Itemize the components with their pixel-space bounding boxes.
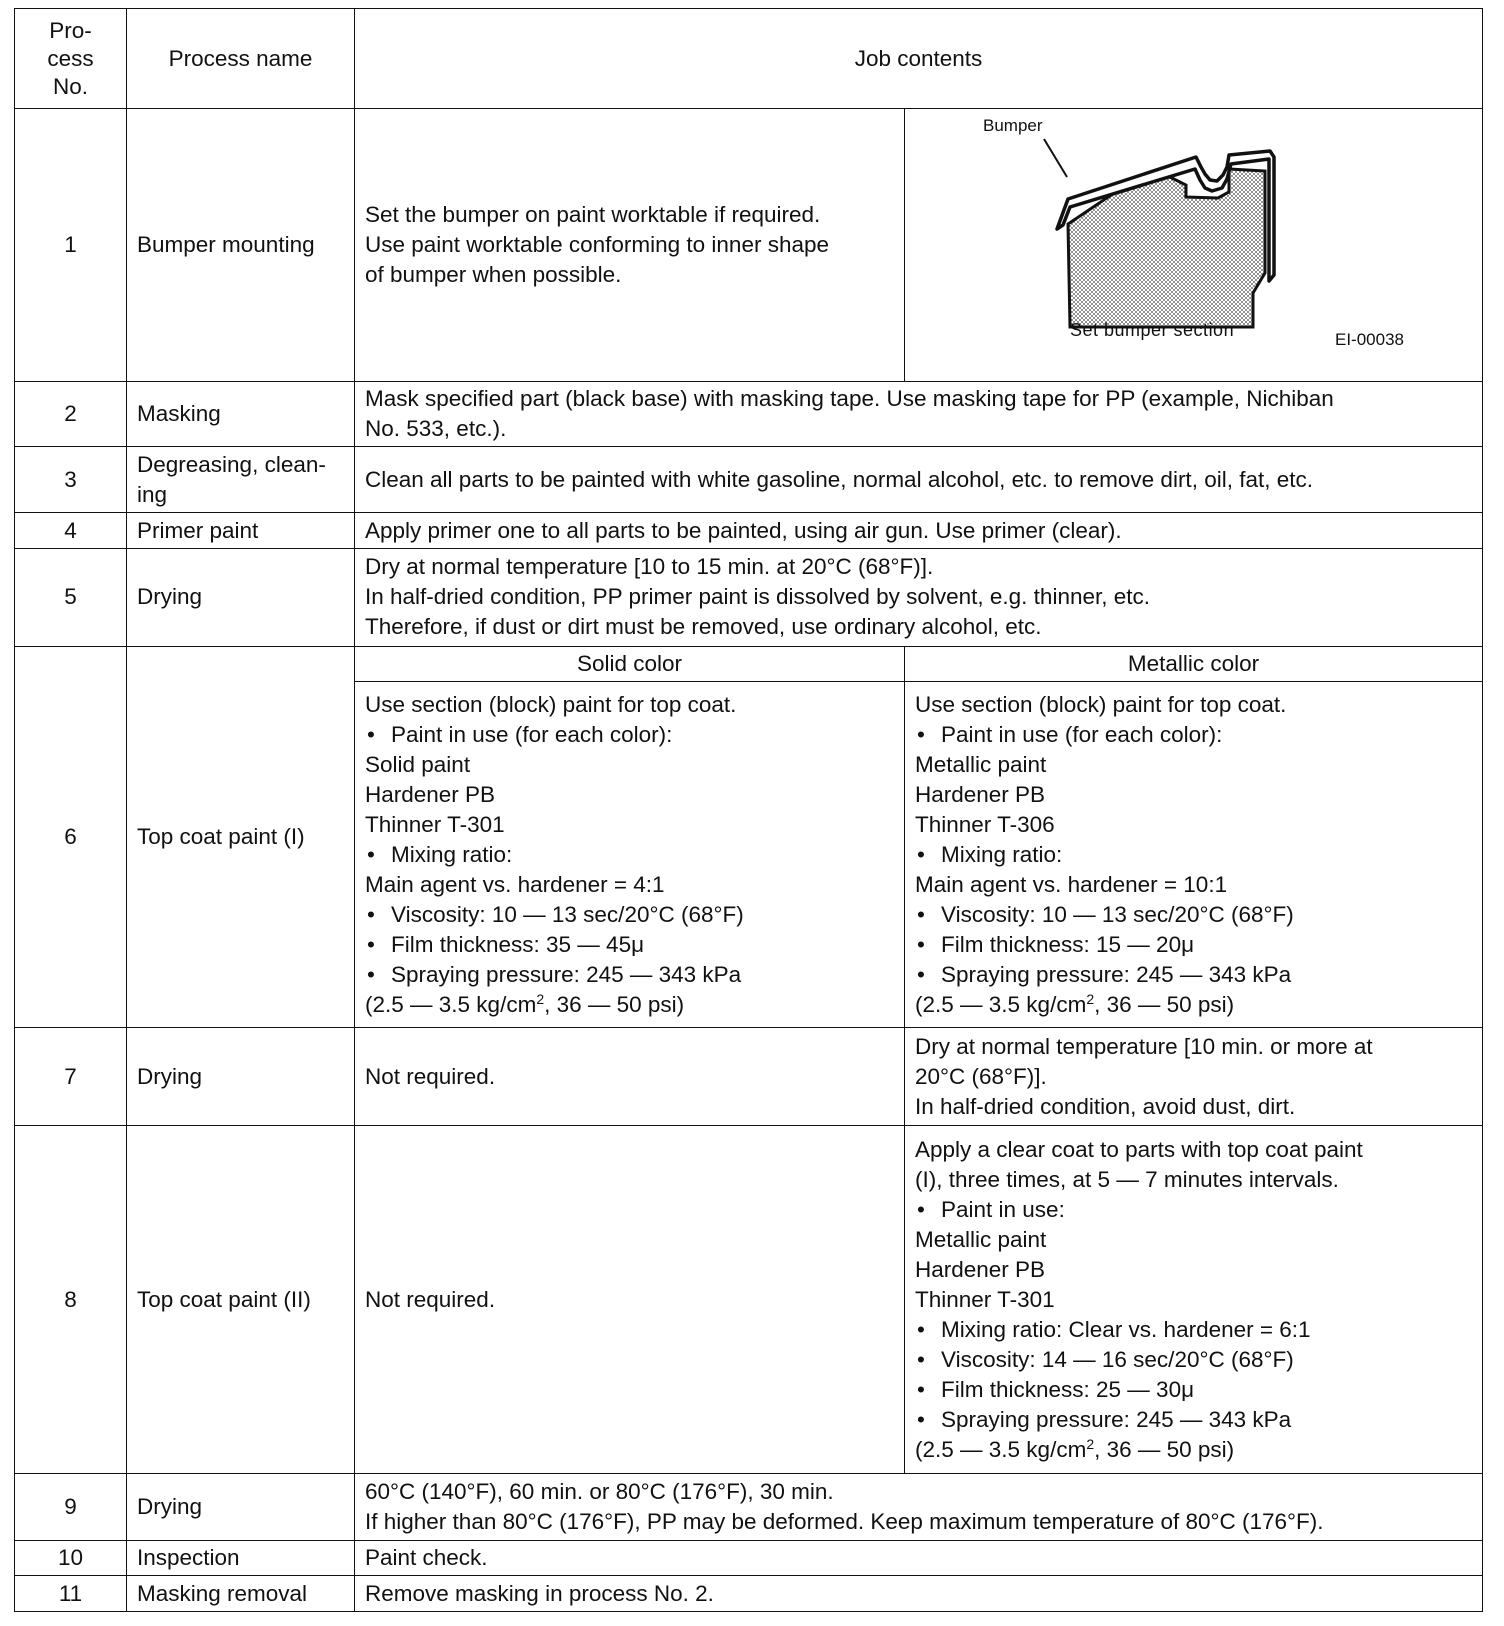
table-row bbox=[15, 1576, 1483, 1612]
process-name: Inspection bbox=[127, 1541, 355, 1576]
set-bumper-section-label: Set bumper section bbox=[1070, 320, 1235, 341]
process-table bbox=[14, 8, 1483, 1612]
table-row bbox=[15, 1126, 1483, 1474]
solid-color-header: Solid color bbox=[355, 646, 905, 681]
bumper-figure-cell bbox=[905, 109, 1483, 382]
table-row bbox=[15, 109, 1483, 382]
process-name: Drying bbox=[127, 1474, 355, 1541]
figure-id: EI-00038 bbox=[1335, 330, 1404, 350]
header-process-no: Pro- cess No. bbox=[15, 9, 127, 109]
process-number: 6 bbox=[15, 646, 127, 1027]
process-number: 9 bbox=[15, 1474, 127, 1541]
process-number: 10 bbox=[15, 1541, 127, 1576]
job-contents: Mask specified part (black base) with masking tape. Use masking tape for PP (example, Nichiban No. 533, etc.). bbox=[355, 382, 1483, 447]
table-row bbox=[15, 446, 1483, 513]
process-name: Drying bbox=[127, 548, 355, 646]
metallic-color-contents: Use section (block) paint for top coat. • Paint in use (for each color): Metallic paint Hardener PB Thinner T-306 • Mixing ratio: Main agent vs. hardener = 10:1 • Viscosity: 10 — 13 sec/20°C (68°F) • Film thickness: 15 — 20μ • Spraying pressure: 245 — 343 kPa (2.5 — 3.5 $kg/cm^2$, 36 — 50 psi) bbox=[905, 682, 1483, 1028]
process-name: Drying bbox=[127, 1028, 355, 1126]
process-name: Masking removal bbox=[127, 1576, 355, 1612]
process-number: 7 bbox=[15, 1028, 127, 1126]
table-row bbox=[15, 1541, 1483, 1576]
bumper-label: Bumper bbox=[983, 116, 1043, 136]
process-name: Masking bbox=[127, 382, 355, 447]
job-contents: Clean all parts to be painted with white gasoline, normal alcohol, etc. to remove dirt, oil, fat, etc. bbox=[355, 446, 1483, 513]
metallic-color-contents: Dry at normal temperature [10 min. or more at 20°C (68°F)]. In half-dried condition, avoid dust, dirt. bbox=[905, 1028, 1483, 1126]
table-row bbox=[15, 513, 1483, 548]
process-number: 11 bbox=[15, 1576, 127, 1612]
job-contents: Dry at normal temperature [10 to 15 min. at 20°C (68°F)]. In half-dried condition, PP primer paint is dissolved by solvent, e.g. thinner, etc. Therefore, if dust or dirt must be removed, use ordinary alcohol, etc. bbox=[355, 548, 1483, 646]
job-contents: Remove masking in process No. 2. bbox=[355, 1576, 1483, 1612]
header-process-name: Process name bbox=[127, 9, 355, 109]
process-name: Degreasing, clean- ing bbox=[127, 446, 355, 513]
process-number: 8 bbox=[15, 1126, 127, 1474]
process-number: 1 bbox=[15, 109, 127, 382]
solid-color-contents: Not required. bbox=[355, 1126, 905, 1474]
job-contents: Apply primer one to all parts to be painted, using air gun. Use primer (clear). bbox=[355, 513, 1483, 548]
job-contents: Set the bumper on paint worktable if required. Use paint worktable conforming to inner shape of bumper when possible. bbox=[355, 109, 905, 382]
process-name: Top coat paint (I) bbox=[127, 646, 355, 1027]
header-job-contents: Job contents bbox=[355, 9, 1483, 109]
solid-color-contents: Not required. bbox=[355, 1028, 905, 1126]
process-name: Bumper mounting bbox=[127, 109, 355, 382]
table-row bbox=[15, 1028, 1483, 1126]
metallic-color-contents: Apply a clear coat to parts with top coat paint (I), three times, at 5 — 7 minutes intervals. • Paint in use: Metallic paint Hardener PB Thinner T-301 • Mixing ratio: Clear vs. hardener = 6:1 • Viscosity: 14 — 16 sec/20°C (68°F) • Film thickness: 25 — 30μ • Spraying pressure: 245 — 343 kPa (2.5 — 3.5 $kg/cm^2$, 36 — 50 psi) bbox=[905, 1126, 1483, 1474]
table-row bbox=[15, 548, 1483, 646]
process-name: Primer paint bbox=[127, 513, 355, 548]
process-number: 5 bbox=[15, 548, 127, 646]
process-number: 2 bbox=[15, 382, 127, 447]
metallic-color-header: Metallic color bbox=[905, 646, 1483, 681]
bumper-section-figure bbox=[905, 109, 1483, 371]
table-row bbox=[15, 382, 1483, 447]
table-row bbox=[15, 1474, 1483, 1541]
process-name: Top coat paint (II) bbox=[127, 1126, 355, 1474]
table-row bbox=[15, 646, 1483, 681]
job-contents: Paint check. bbox=[355, 1541, 1483, 1576]
process-number: 3 bbox=[15, 446, 127, 513]
bumper-leader-line bbox=[1044, 139, 1067, 177]
job-contents: 60°C (140°F), 60 min. or 80°C (176°F), 30 min. If higher than 80°C (176°F), PP may be deformed. Keep maximum temperature of 80°C (176°F). bbox=[355, 1474, 1483, 1541]
process-number: 4 bbox=[15, 513, 127, 548]
header-row bbox=[15, 9, 1483, 109]
solid-color-contents: Use section (block) paint for top coat. • Paint in use (for each color): Solid paint Hardener PB Thinner T-301 • Mixing ratio: Main agent vs. hardener = 4:1 • Viscosity: 10 — 13 sec/20°C (68°F) • Film thickness: 35 — 45μ • Spraying pressure: 245 — 343 kPa (2.5 — 3.5 $kg/cm^2$, 36 — 50 psi) bbox=[355, 682, 905, 1028]
